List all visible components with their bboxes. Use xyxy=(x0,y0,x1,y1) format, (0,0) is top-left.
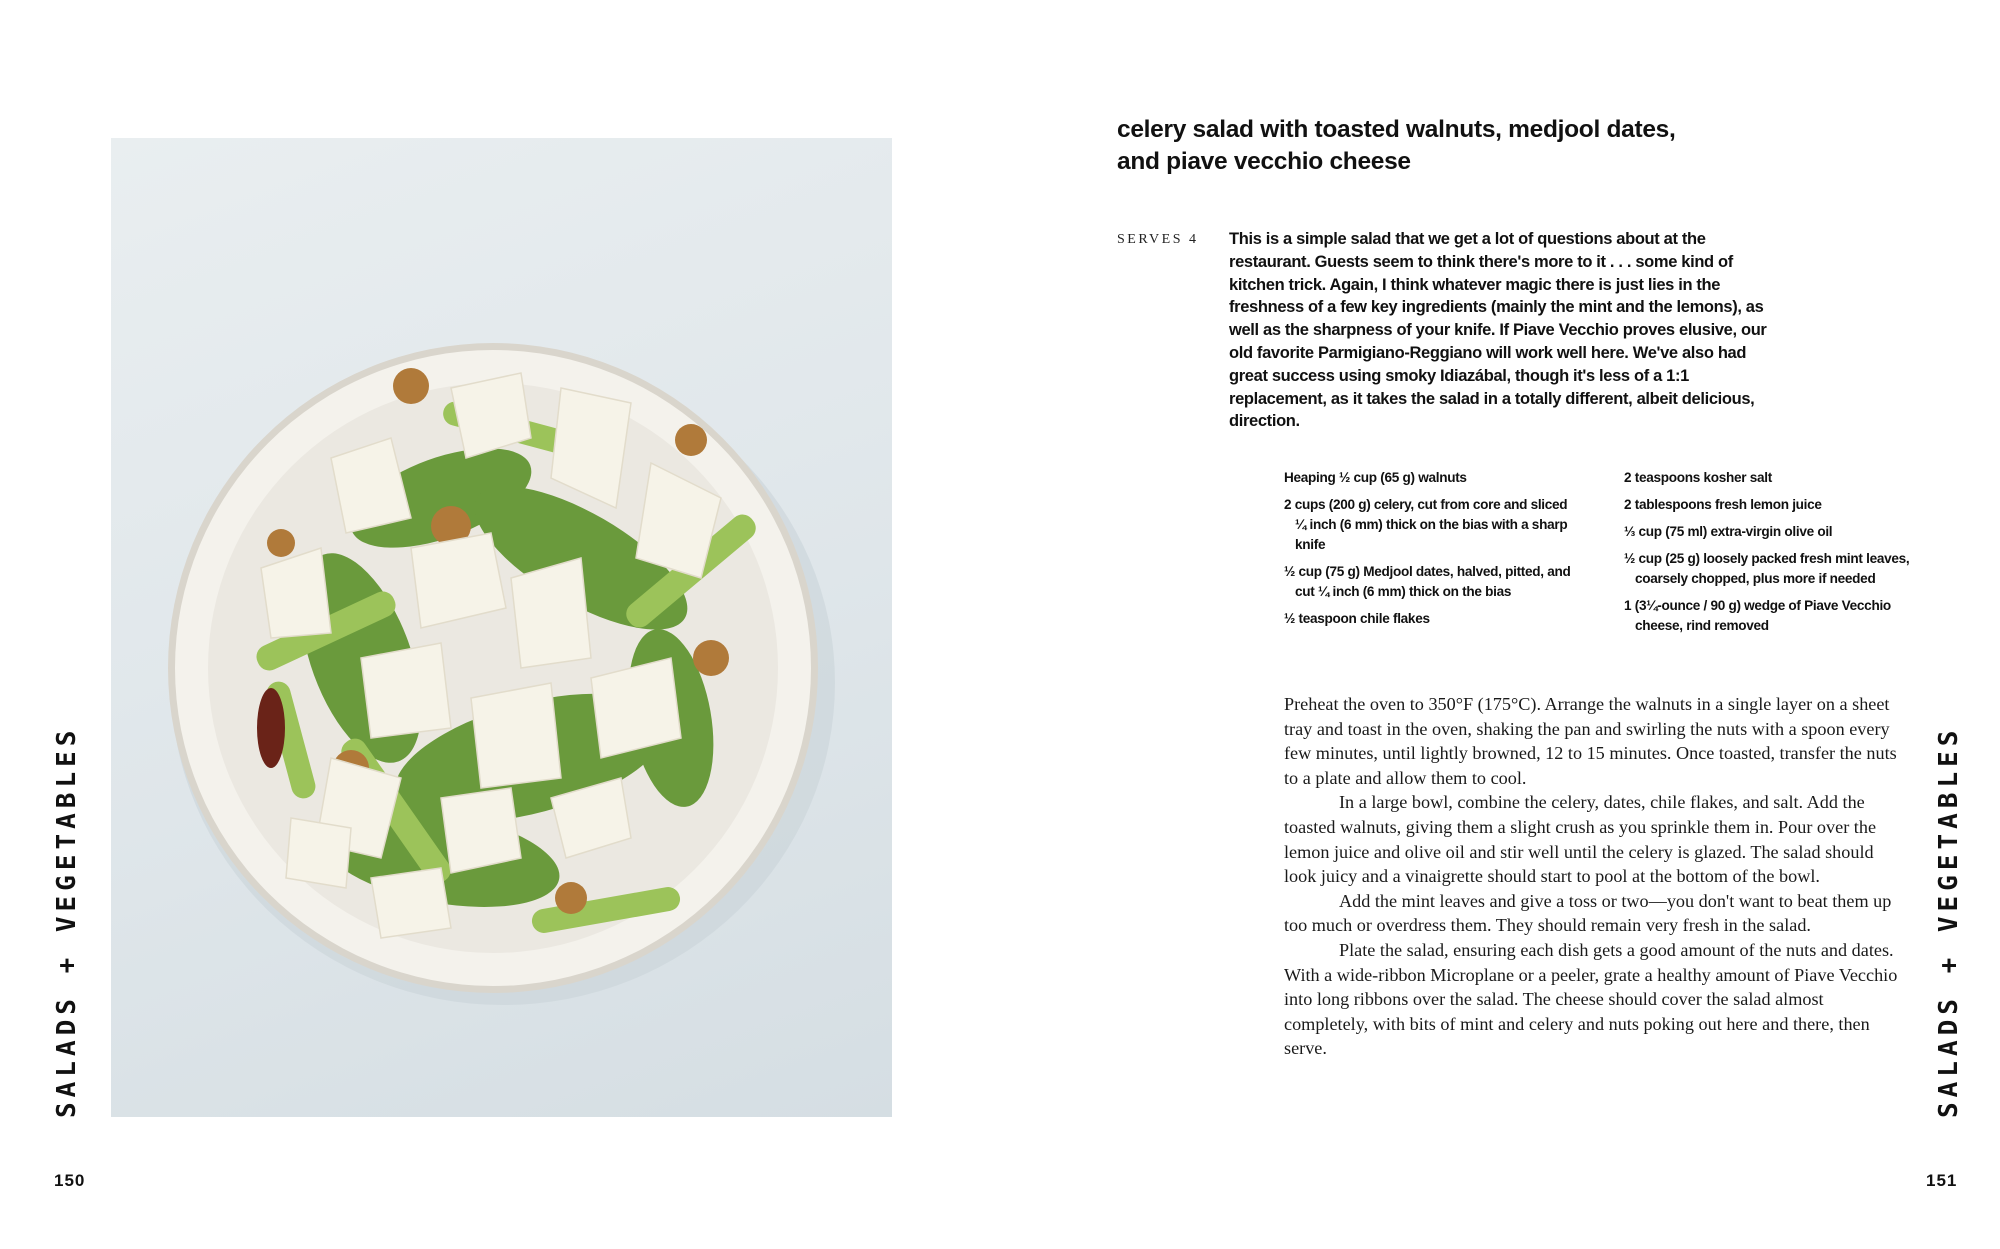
recipe-intro: This is a simple salad that we get a lot of questions about at the restaurant. Guests seem to think there's more to it . . . some kind of kitchen trick. Again, I think whatever magic there is just lies in the freshness of a few key ingredients (mainly the mint and the lemons), as well as the sharpness of your knife. If Piave Vecchio proves elusive, our old favorite Parmigiano-Reggiano will work well here. We've also had great success using smoky Idiazábal, though it's less of a 1:1 replacement, as it takes the salad in a totally different, albeit delicious, direction. xyxy=(1229,230,1767,431)
ingredient-item: 2 tablespoons fresh lemon juice xyxy=(1624,497,1822,512)
side-section-label: SALADS + VEGETABLES xyxy=(1934,725,1964,1118)
method-paragraph: Plate the salad, ensuring each dish gets a good amount of the nuts and dates. With a wide-ribbon Microplane or a peeler, grate a healthy amount of Piave Vecchio into long ribbons over the salad. The cheese should cover the salad almost completely, with bits of mint and celery and nuts poking out here and there, then serve. xyxy=(1284,939,1898,1059)
recipe-title xyxy=(1117,114,1757,178)
method-text xyxy=(1284,692,1902,1061)
ingredient-item: Heaping ½ cup (65 g) walnuts xyxy=(1284,470,1467,485)
ingredient-item: 2 teaspoons kosher salt xyxy=(1624,470,1772,485)
ingredient-item: ½ cup (75 g) Medjool dates, halved, pitted, and cut ¼ inch (6 mm) thick on the bias xyxy=(1284,564,1571,599)
method-paragraph: Preheat the oven to 350°F (175°C). Arrange the walnuts in a single layer on a sheet tray and toast in the oven, shaking the pan and swirling the nuts with a spoon every few minutes, until lightly browned, 12 to 15 minutes. Once toasted, transfer the nuts to a plate and allow them to cool. xyxy=(1284,694,1897,788)
method-paragraph: Add the mint leaves and give a toss or two—you don't want to beat them up too much or overdress them. They should remain very fresh in the salad. xyxy=(1284,890,1892,936)
ingredient-item: ½ cup (25 g) loosely packed fresh mint leaves, coarsely chopped, plus more if needed xyxy=(1624,551,1910,586)
page-number: 150 xyxy=(54,1171,86,1190)
ingredient-item: ⅓ cup (75 ml) extra-virgin olive oil xyxy=(1624,524,1833,539)
ingredient-item: ½ teaspoon chile flakes xyxy=(1284,611,1430,626)
recipe-title-line: celery salad with toasted walnuts, medjool dates, xyxy=(1117,116,1676,143)
page-number: 151 xyxy=(1926,1171,1958,1190)
ingredient-list xyxy=(1624,468,1914,643)
recipe-title-line: and piave vecchio cheese xyxy=(1117,148,1411,175)
salad-bowl-illustration xyxy=(111,138,892,1117)
side-section-label: SALADS + VEGETABLES xyxy=(52,725,82,1118)
salad-photo xyxy=(111,138,892,1117)
ingredient-list xyxy=(1284,468,1574,636)
ingredient-item: 2 cups (200 g) celery, cut from core and sliced ¼ inch (6 mm) thick on the bias with a sharp knife xyxy=(1284,497,1568,552)
serves-label: SERVES 4 xyxy=(1117,232,1199,247)
method-paragraph: In a large bowl, combine the celery, dates, chile flakes, and salt. Add the toasted walnuts, giving them a slight crush as you sprinkle them in. Pour over the lemon juice and olive oil and stir well until the celery is glazed. The salad should look juicy and a vinaigrette should start to pool at the bottom of the bowl. xyxy=(1284,792,1877,887)
ingredient-item: 1 (3¼-ounce / 90 g) wedge of Piave Vecchio cheese, rind removed xyxy=(1624,598,1891,633)
